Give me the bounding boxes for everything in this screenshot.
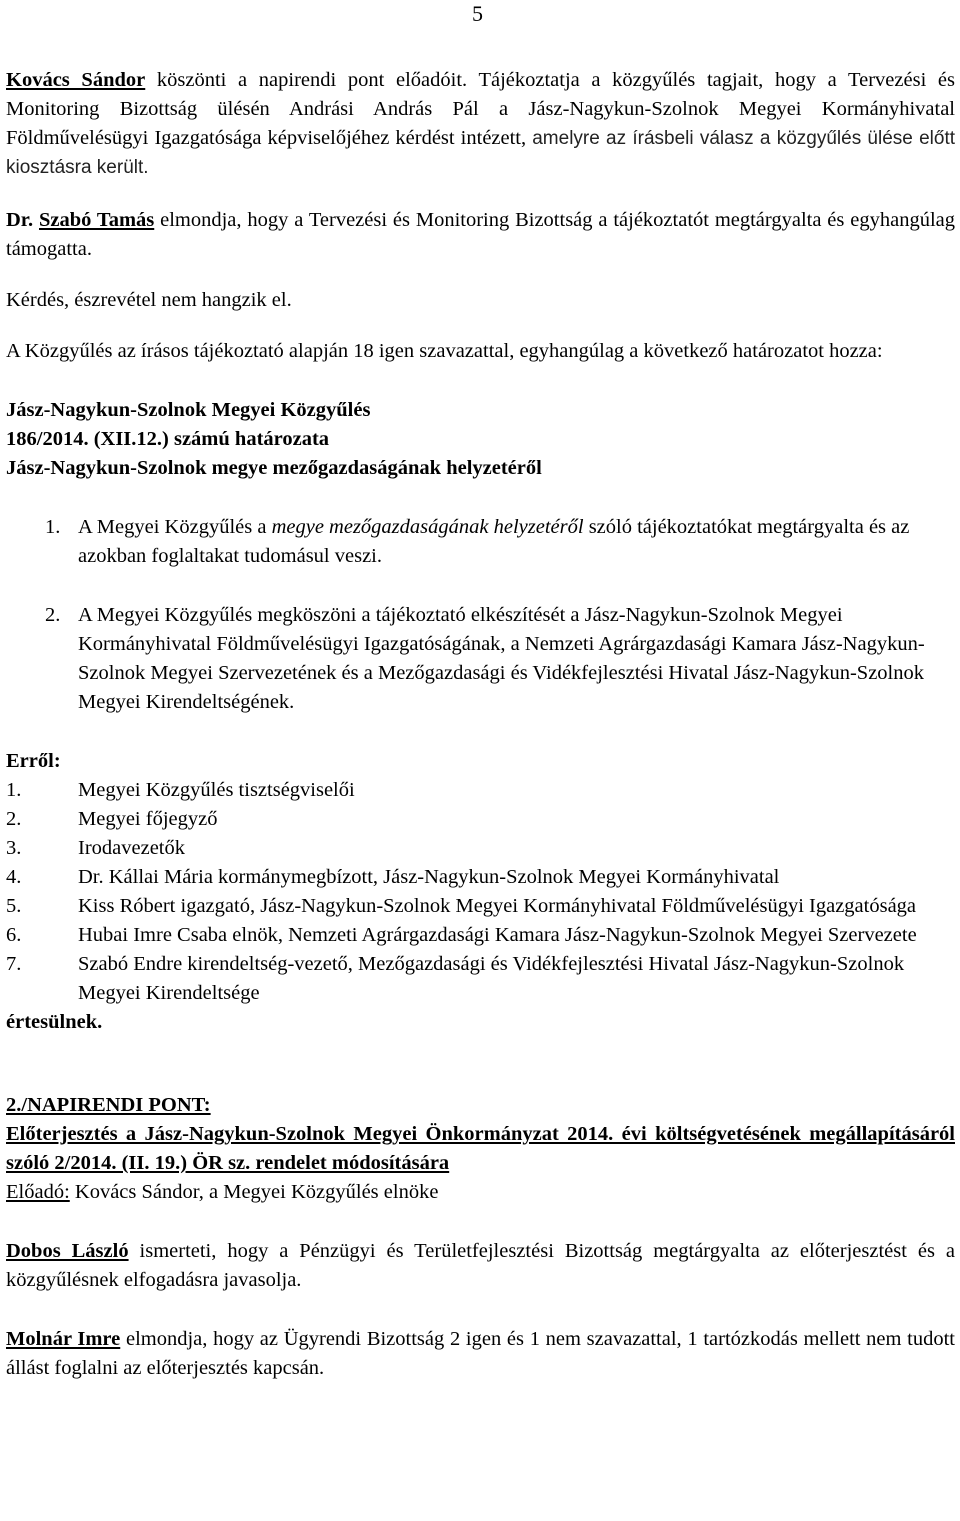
agenda-presenter [6,1178,955,1207]
ertesulnek-label: értesülnek. [6,1011,103,1033]
point-number: 1. [45,516,61,538]
resolution-line-2: 186/2014. (XII.12.) számú határozata [6,428,330,450]
paragraph-vote: A Közgyűlés az írásos tájékoztató alapján 18 igen szavazattal, egyhangúlag a következő határozatot hozza: [6,340,883,362]
list-item: 3. Irodavezetők [6,837,185,859]
agenda-heading: 2./NAPIRENDI PONT: [6,1094,211,1116]
list-item: 5. Kiss Róbert igazgató, Jász-Nagykun-Szolnok Megyei Kormányhivatal Földművelésügyi Igazgatósága [6,895,917,917]
resolution-points [6,513,955,571]
resolution-points [6,601,955,717]
recipient-list [6,776,955,1008]
paragraph-dobos [6,1237,955,1295]
list-item: 1. Megyei Közgyűlés tisztségviselői [6,779,355,801]
paragraph-text: köszönti a napirendi pont előadóit. Tájékoztatja a közgyűlés tagjait, hogy a Tervezési és Monitoring Bizottság ülésén Andrási András Pál a Jász-Nagykun-Szolnok Megyei Kormányhivatal Földművelésügyi Igazgatósága képviselőjéhez kérdést intézett, [6,69,956,149]
list-item: 6. Hubai Imre Csaba elnök, Nemzeti Agrárgazdasági Kamara Jász-Nagykun-Szolnok Megyei Szervezete [6,924,917,946]
paragraph-no-questions: Kérdés, észrevétel nem hangzik el. [6,289,292,311]
point-text: szóló tájékoztatókat megtárgyalta és az azokban foglaltakat tudomásul veszi. [78,516,910,567]
resolution-point [6,601,955,717]
paragraph-intro [6,66,955,182]
speaker-name: Kovács Sándor [6,69,146,91]
paragraph-text: elmondja, hogy a Tervezési és Monitoring Bizottság a tájékoztatót megtárgyalta és egyhangúlag támogatta. [6,209,955,260]
presenter-label: Előadó: [6,1181,70,1203]
resolution-point [6,513,955,571]
resolution-line-1: Jász-Nagykun-Szolnok Megyei Közgyűlés [6,399,371,421]
resolution-line-3: Jász-Nagykun-Szolnok megye mezőgazdaságának helyzetéről [6,457,542,479]
list-item: 4. Dr. Kállai Mária kormánymegbízott, Jász-Nagykun-Szolnok Megyei Kormányhivatal [6,866,780,888]
errol-label: Erről: [6,750,61,772]
document-body [6,66,955,1383]
point-text: A Megyei Közgyűlés a [78,516,272,538]
speaker-name: Dobos László [6,1240,129,1262]
page-number: 5 [472,1,483,26]
resolution-heading [6,396,955,483]
speaker-name: Molnár Imre [6,1328,121,1350]
paragraph-szabo [6,206,955,264]
list-item: 7. Szabó Endre kirendeltség-vezető, Mezőgazdasági és Vidékfejlesztési Hivatal Jász-Nagykun-Szolnok Megyei Kirendeltsége [6,953,905,1004]
speaker-name: Szabó Tamás [39,209,155,231]
agenda-title: Előterjesztés a Jász-Nagykun-Szolnok Megyei Önkormányzat 2014. évi költségvetésének megállapításáról szóló 2/2014. (II. 19.) ÖR sz. rendelet módosítására [6,1123,955,1174]
list-item: 2. Megyei főjegyző [6,808,218,830]
presenter-name: Kovács Sándor, a Megyei Közgyűlés elnöke [69,1181,439,1203]
point-text: A Megyei Közgyűlés megköszöni a tájékoztató elkészítését a Jász-Nagykun-Szolnok Megyei Kormányhivatal Földművelésügyi Igazgatóságának, a Nemzeti Agrárgazdasági Kamara Jász-Nagykun-Szolnok Megyei Szervezetének és a Mezőgazdasági és Vidékfejlesztési Hivatal Jász-Nagykun-Szolnok Megyei Kirendeltségének. [78,604,925,713]
paragraph-text: ismerteti, hogy a Pénzügyi és Területfejlesztési Bizottság megtárgyalta az előterjesztést és a közgyűlésnek elfogadásra javasolja. [6,1240,955,1291]
point-text-italic: megye mezőgazdaságának helyzetéről [271,516,584,538]
paragraph-text-sans: amelyre az írásbeli válasz a közgyűlés ülése előtt kiosztásra került. [6,128,956,178]
title-dr: Dr. [6,209,34,231]
point-number: 2. [45,604,61,626]
paragraph-molnar [6,1325,955,1383]
paragraph-text: elmondja, hogy az Ügyrendi Bizottság 2 igen és 1 nem szavazattal, 1 tartózkodás mellett nem tudott állást foglalni az előterjesztés kapcsán. [6,1328,955,1379]
